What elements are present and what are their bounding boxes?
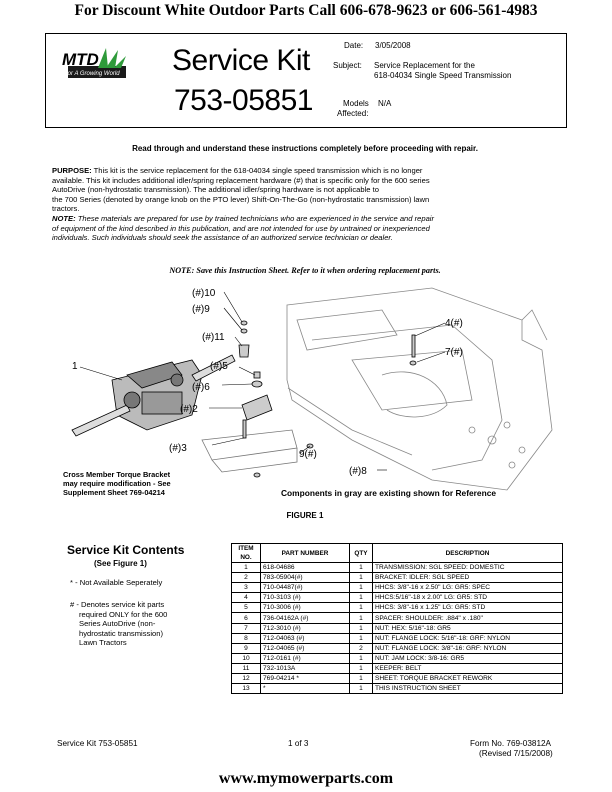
purpose-line: available. This kit includes additional idler/spring replacement hardware (#) that is specific only for the 600 series [52, 175, 430, 185]
note-line: These materials are prepared for use by trained technicians who are experienced in the service and repair [77, 214, 435, 223]
col-item: ITEM NO. [232, 544, 261, 563]
subject-label: Subject: [333, 61, 362, 70]
label-item-6: (#)6 [192, 382, 210, 393]
cell-part-number: 736-04162A (#) [261, 613, 350, 623]
cell-description: TRANSMISSION: SGL SPEED: DOMESTIC [373, 563, 563, 573]
table-row [232, 583, 563, 593]
service-kit-subtitle: (See Figure 1) [94, 559, 147, 568]
date-label: Date: [344, 41, 364, 50]
legend-line: Lawn Tractors [79, 638, 127, 647]
logo-tagline: For A Growing World [64, 71, 120, 77]
purpose-line: the 700 Series (denoted by orange knob on the PTO lever) Shift-On-The-Go (non-hydrostatic transmission) lawn [52, 194, 430, 204]
cell-item: 2 [232, 573, 261, 583]
table-row [232, 623, 563, 633]
note-line: of equipment of the kind described in this publication, and are not intended for use by untrained or inexperienced [52, 223, 430, 233]
cell-description: THIS INSTRUCTION SHEET [373, 684, 563, 694]
cell-item: 13 [232, 684, 261, 694]
legend-line: # - Denotes service kit parts [70, 600, 165, 609]
cell-part-number: 712-04065 (#) [261, 643, 350, 653]
cell-item: 4 [232, 593, 261, 603]
legend-line: required ONLY for the 600 [79, 609, 168, 619]
cell-item: 3 [232, 583, 261, 593]
cell-qty: 1 [350, 674, 373, 684]
label-item-1: 1 [72, 361, 78, 372]
cell-description: HHCS: 3/8"-16 x 2.50" LG: GR5: SPEC [373, 583, 563, 593]
cell-item: 10 [232, 653, 261, 663]
table-row [232, 613, 563, 623]
instruction-line: Read through and understand these instructions completely before proceeding with repair. [132, 144, 478, 153]
legend-kit-parts [70, 600, 167, 648]
cell-qty: 1 [350, 603, 373, 613]
cell-description: NUT: HEX: 5/16"-18: GR5 [373, 623, 563, 633]
cross-member-note [63, 470, 171, 497]
date-value: 3/05/2008 [375, 41, 411, 50]
parts-table-body [232, 563, 563, 694]
purpose-line: AutoDrive (non-hydrostatic transmission). The additional idler/spring hardware is not applicable to [52, 185, 379, 195]
cell-qty: 1 [350, 563, 373, 573]
parts-table [231, 543, 563, 694]
note-label: NOTE: [52, 214, 76, 223]
cell-qty: 1 [350, 623, 373, 633]
models-value: N/A [378, 99, 392, 108]
legend-line: Series AutoDrive (non- [79, 619, 156, 628]
cell-part-number: 710-3006 (#) [261, 603, 350, 613]
footer-form: Form No. 769-03812A [470, 739, 552, 748]
note-paragraph [52, 214, 562, 243]
table-row [232, 633, 563, 643]
cell-item: 8 [232, 633, 261, 643]
footer-revised: (Revised 7/15/2008) [479, 749, 553, 758]
kit-number: 753-05851 [174, 84, 313, 117]
cell-item: 5 [232, 603, 261, 613]
cell-description: NUT: FLANGE LOCK: 5/16"-18: GRF: NYLON [373, 633, 563, 643]
figure-caption: FIGURE 1 [286, 511, 324, 520]
cell-part-number: 783-05904(#) [261, 573, 350, 583]
cell-qty: 1 [350, 684, 373, 694]
label-item-9b: 9(#) [299, 449, 317, 460]
label-item-9a: (#)9 [192, 304, 210, 315]
cell-part-number: 732-1013A [261, 663, 350, 673]
cell-item: 11 [232, 663, 261, 673]
legend-line: hydrostatic transmission) [79, 628, 163, 638]
note-line: individuals. Such individuals should seek the assistance of an authorized service technician or dealer. [52, 233, 393, 243]
website-url: www.mymowerparts.com [218, 770, 394, 787]
cell-description: HHCS: 3/8"-16 x 1.25" LG: GR5: STD [373, 603, 563, 613]
cell-part-number: 710-04487(#) [261, 583, 350, 593]
cell-item: 6 [232, 613, 261, 623]
table-row [232, 573, 563, 583]
purpose-line: tractors. [52, 204, 80, 214]
save-sheet-note: NOTE: Save this Instruction Sheet. Refer to it when ordering replacement parts. [169, 266, 441, 275]
label-item-4: 4(#) [445, 318, 463, 329]
cell-part-number: 710-3103 (#) [261, 593, 350, 603]
cell-description: BRACKET: IDLER: SGL SPEED [373, 573, 563, 583]
table-header-row [232, 544, 563, 563]
cell-item: 12 [232, 674, 261, 684]
table-row [232, 603, 563, 613]
cell-qty: 1 [350, 653, 373, 663]
footer-page: 1 of 3 [288, 739, 309, 748]
subject-line-1: Service Replacement for the [374, 61, 475, 70]
cell-part-number: * [261, 684, 350, 694]
table-row [232, 563, 563, 573]
cell-description: NUT: JAM LOCK: 3/8-16: GR5 [373, 653, 563, 663]
cell-part-number: 712-3010 (#) [261, 623, 350, 633]
purpose-paragraph [52, 166, 562, 214]
label-item-8: (#)8 [349, 466, 367, 477]
cell-description: SPACER: SHOULDER: .884" x .180" [373, 613, 563, 623]
table-row [232, 684, 563, 694]
cross-member-bracket [202, 430, 297, 472]
cell-part-number: 769-04214 * [261, 674, 350, 684]
cell-qty: 2 [350, 643, 373, 653]
purpose-line: This kit is the service replacement for the 618-04034 single speed transmission which is no longer [93, 166, 423, 175]
components-note: Components in gray are existing shown for Reference [281, 488, 497, 498]
col-part-number: PART NUMBER [261, 544, 350, 563]
label-item-11: (#)11 [202, 332, 225, 343]
cross-note-line: may require modification - See [63, 479, 171, 488]
label-item-7: 7(#) [445, 347, 463, 358]
page-title: Service Kit [172, 44, 310, 77]
models-label-2: Affected: [337, 109, 369, 118]
logo-text: MTD [62, 50, 99, 69]
cell-qty: 1 [350, 593, 373, 603]
cell-qty: 1 [350, 573, 373, 583]
purpose-label: PURPOSE: [52, 166, 92, 175]
cell-qty: 1 [350, 663, 373, 673]
tractor-frame [287, 288, 552, 490]
table-row [232, 674, 563, 684]
footer-kit: Service Kit 753-05851 [57, 739, 138, 748]
label-item-10: (#)10 [192, 288, 216, 299]
cell-description: KEEPER: BELT [373, 663, 563, 673]
table-row [232, 593, 563, 603]
cell-qty: 1 [350, 613, 373, 623]
label-item-5: (#)5 [210, 361, 228, 372]
table-row [232, 643, 563, 653]
cell-part-number: 712-04063 (#) [261, 633, 350, 643]
cell-part-number: 712-0161 (#) [261, 653, 350, 663]
subject-line-2: 618-04034 Single Speed Transmission [374, 71, 512, 80]
cell-qty: 1 [350, 633, 373, 643]
legend-not-available: * - Not Available Seperately [70, 578, 163, 587]
service-kit-title: Service Kit Contents [67, 543, 185, 557]
label-item-3: (#)3 [169, 443, 187, 454]
kit-hardware [239, 321, 416, 477]
cell-item: 7 [232, 623, 261, 633]
models-label-1: Models [343, 99, 369, 108]
cross-note-line: Supplement Sheet 769-04214 [63, 488, 165, 497]
cell-description: SHEET: TORQUE BRACKET REWORK [373, 674, 563, 684]
table-row [232, 663, 563, 673]
label-item-2: (#)2 [180, 404, 198, 415]
cell-description: NUT: FLANGE LOCK: 3/8"-16: GRF: NYLON [373, 643, 563, 653]
discount-banner: For Discount White Outdoor Parts Call 606-678-9623 or 606-561-4983 [74, 2, 538, 19]
col-qty: QTY [350, 544, 373, 563]
cell-item: 9 [232, 643, 261, 653]
cell-qty: 1 [350, 583, 373, 593]
cross-note-line: Cross Member Torque Bracket [63, 470, 171, 479]
table-row [232, 653, 563, 663]
col-description: DESCRIPTION [373, 544, 563, 563]
cell-item: 1 [232, 563, 261, 573]
cell-part-number: 618-04686 [261, 563, 350, 573]
cell-description: HHCS:5/16"-18 x 2.00" LG: GR5: STD [373, 593, 563, 603]
